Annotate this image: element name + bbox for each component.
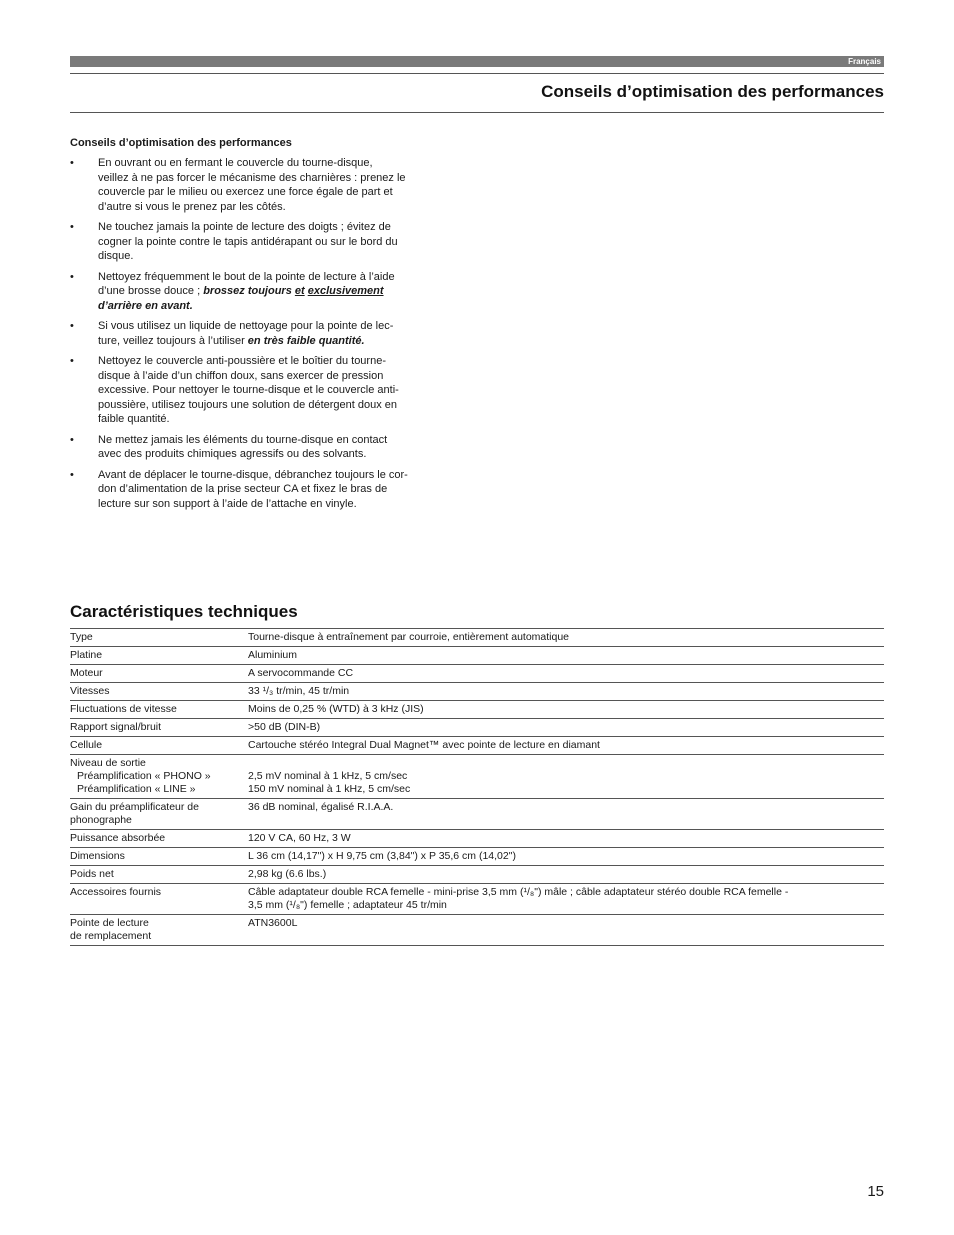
- bullet: •: [70, 320, 74, 332]
- specs-table: [70, 628, 884, 946]
- language-label: Français: [848, 57, 881, 66]
- spec-value: L 36 cm (14,17") x H 9,75 cm (3,84") x P 35,6 cm (14,02"): [248, 850, 516, 862]
- table-row: [70, 683, 884, 701]
- tips-section: [70, 137, 470, 517]
- spec-label: Gain du préamplificateur de phonographe: [70, 801, 199, 826]
- spec-value: 2,5 mV nominal à 1 kHz, 5 cm/sec 150 mV nominal à 1 kHz, 5 cm/sec: [248, 770, 411, 795]
- table-row: [70, 719, 884, 737]
- bullet: •: [70, 157, 74, 169]
- language-bar: [70, 56, 884, 67]
- spec-value: 33 ¹/₃ tr/min, 45 tr/min: [248, 685, 350, 697]
- table-row: [70, 866, 884, 884]
- spec-label: Niveau de sortie Préamplification « PHONO » Préamplification « LINE »: [70, 757, 211, 795]
- tips-heading: Conseils d’optimisation des performances: [70, 137, 292, 149]
- spec-label: Cellule: [70, 739, 103, 751]
- title-rule: [70, 112, 884, 113]
- spec-value: Câble adaptateur double RCA femelle - mini-prise 3,5 mm (¹/₈") mâle ; câble adaptateur stéréo double RCA femelle - 3,5 mm (¹/₈") femelle ; adaptateur 45 tr/min: [248, 886, 789, 911]
- spec-value: 2,98 kg (6.6 lbs.): [248, 868, 327, 880]
- table-row: [70, 915, 884, 946]
- bullet: •: [70, 270, 74, 283]
- page-title: Conseils d’optimisation des performances: [541, 82, 884, 101]
- spec-value: A servocommande CC: [248, 667, 354, 679]
- list-item: • Nettoyez le couvercle anti-poussière et le boîtier du tourne- disque à l’aide d’un chiffon doux, sans exercer de pression excessive. Pour nettoyer le tourne-disque et le couvercle anti- poussière, utilisez toujours une solution de détergent doux en faible quantité.: [70, 355, 399, 425]
- list-item: • Avant de déplacer le tourne-disque, débranchez toujours le cor- don d’alimentation de la prise secteur CA et fixez le bras de lecture sur son support à l’aide de l’attache en vinyle.: [70, 468, 408, 510]
- spec-label: Vitesses: [70, 685, 110, 697]
- spec-value: 120 V CA, 60 Hz, 3 W: [248, 832, 351, 844]
- list-item: • En ouvrant ou en fermant le couvercle du tourne-disque, veillez à ne pas forcer le mécanisme des charnières : prenez le couvercle par le milieu ou exercez une force égale de part et d’autre si vous le prenez par les côtés.: [70, 157, 406, 213]
- specs-title: Caractéristiques techniques: [70, 602, 298, 621]
- bullet: •: [70, 433, 74, 446]
- list-item: • Nettoyez fréquemment le bout de la pointe de lecture à l’aide d’une brosse douce ; brossez toujours et exclusivement d’arrière en avant.: [70, 270, 395, 312]
- spec-value: >50 dB (DIN-B): [248, 721, 321, 733]
- list-item: • Ne touchez jamais la pointe de lecture des doigts ; évitez de cogner la pointe contre le tapis antidérapant ou sur le bord du disque.: [70, 221, 398, 262]
- bullet: •: [70, 221, 74, 233]
- spec-value: Tourne-disque à entraînement par courroie, entièrement automatique: [248, 631, 570, 643]
- table-row: [70, 665, 884, 683]
- table-row: [70, 647, 884, 665]
- table-row: [70, 701, 884, 719]
- spec-label: Puissance absorbée: [70, 832, 166, 844]
- table-row: [70, 799, 884, 830]
- spec-value: Moins de 0,25 % (WTD) à 3 kHz (JIS): [248, 703, 424, 715]
- spec-value: Aluminium: [248, 649, 298, 661]
- spec-label: Moteur: [70, 667, 103, 679]
- spec-value: ATN3600L: [248, 917, 298, 929]
- table-row: [70, 737, 884, 755]
- table-row: [70, 755, 884, 799]
- spec-label: Fluctuations de vitesse: [70, 703, 177, 715]
- bullet: •: [70, 468, 74, 481]
- spec-label: Accessoires fournis: [70, 886, 162, 898]
- spec-label: Type: [70, 631, 93, 643]
- spec-label: Platine: [70, 649, 103, 661]
- table-row: [70, 848, 884, 866]
- list-item: • Si vous utilisez un liquide de nettoyage pour la pointe de lec- ture, veillez toujours à l’utiliser en très faible quantité.: [70, 320, 394, 347]
- table-row: [70, 884, 884, 915]
- header-rule: [70, 73, 884, 74]
- spec-value: Cartouche stéréo Integral Dual Magnet™ avec pointe de lecture en diamant: [248, 739, 600, 751]
- bullet: •: [70, 355, 74, 367]
- table-row: [70, 629, 884, 647]
- spec-label: Pointe de lecture de remplacement: [70, 917, 152, 942]
- spec-value: 36 dB nominal, égalisé R.I.A.A.: [248, 801, 394, 813]
- list-item: • Ne mettez jamais les éléments du tourne-disque en contact avec des produits chimiques agressifs ou des solvants.: [70, 433, 388, 460]
- page-number: 15: [867, 1183, 884, 1200]
- table-row: [70, 830, 884, 848]
- spec-label: Rapport signal/bruit: [70, 721, 162, 733]
- spec-label: Poids net: [70, 868, 114, 880]
- tips-list: [70, 156, 470, 511]
- spec-label: Dimensions: [70, 850, 125, 862]
